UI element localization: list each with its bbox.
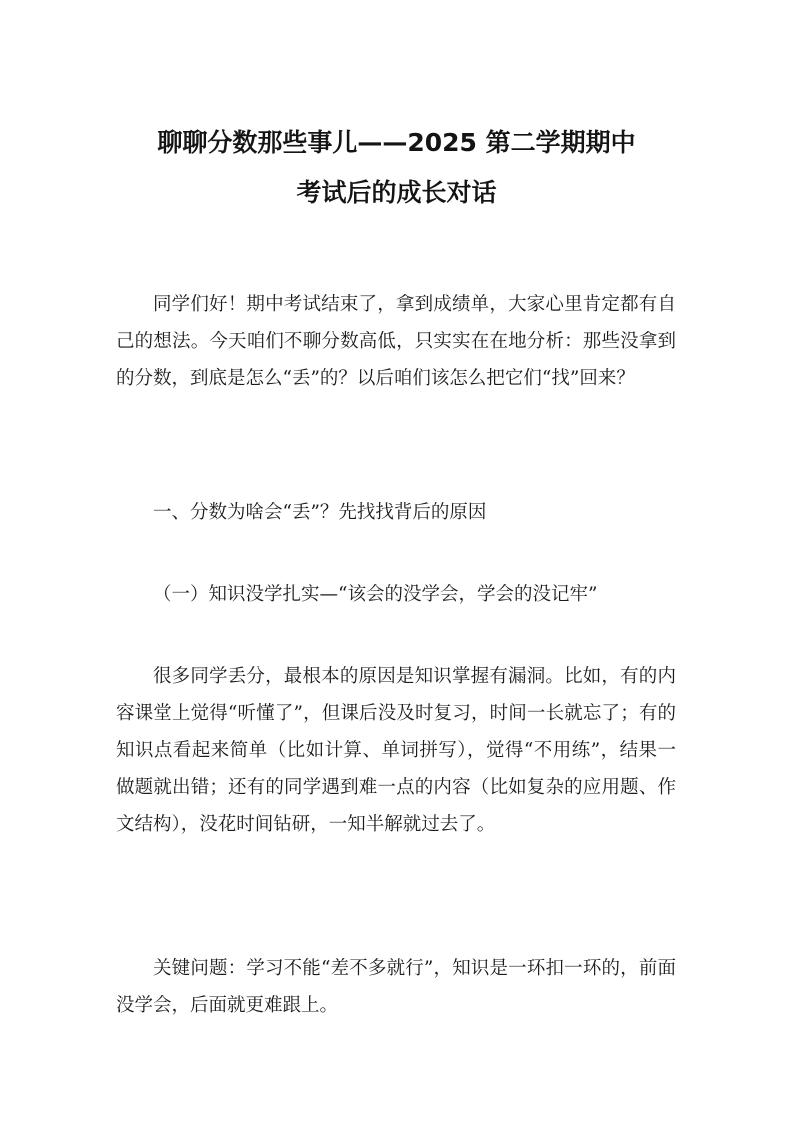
title-line-2: 考试后的成长对话 (296, 178, 497, 207)
knowledge-paragraph: 很多同学丢分，最根本的原因是知识掌握有漏洞。比如，有的内容课堂上觉得“听懂了”，但课后没及时复习，时间一长就忘了；有的知识点看起来简单（比如计算、单词拼写），觉得“不用练”，结果一做题就出错；还有的同学遇到难一点的内容（比如复杂的应用题、作文结构），没花时间钻研，一知半解就过去了。 (116, 666, 676, 835)
subsection-heading: （一）知识没学扎实—“该会的没学会，学会的没记牢” (153, 584, 598, 605)
document-title (100, 118, 693, 218)
section-heading: 一、分数为啥会“丢”？先找找背后的原因 (153, 502, 487, 523)
key-issue-paragraph: 关键问题：学习不能“差不多就行”，知识是一环扣一环的，前面没学会，后面就更难跟上。 (116, 958, 676, 1016)
intro-paragraph: 同学们好！期中考试结束了，拿到成绩单，大家心里肯定都有自己的想法。今天咱们不聊分数高低，只实实在在地分析：那些没拿到的分数，到底是怎么“丢”的？以后咱们该怎么把它们“找”回来？ (116, 294, 676, 389)
title-line-1: 聊聊分数那些事儿——2025 第二学期期中 (157, 128, 636, 157)
